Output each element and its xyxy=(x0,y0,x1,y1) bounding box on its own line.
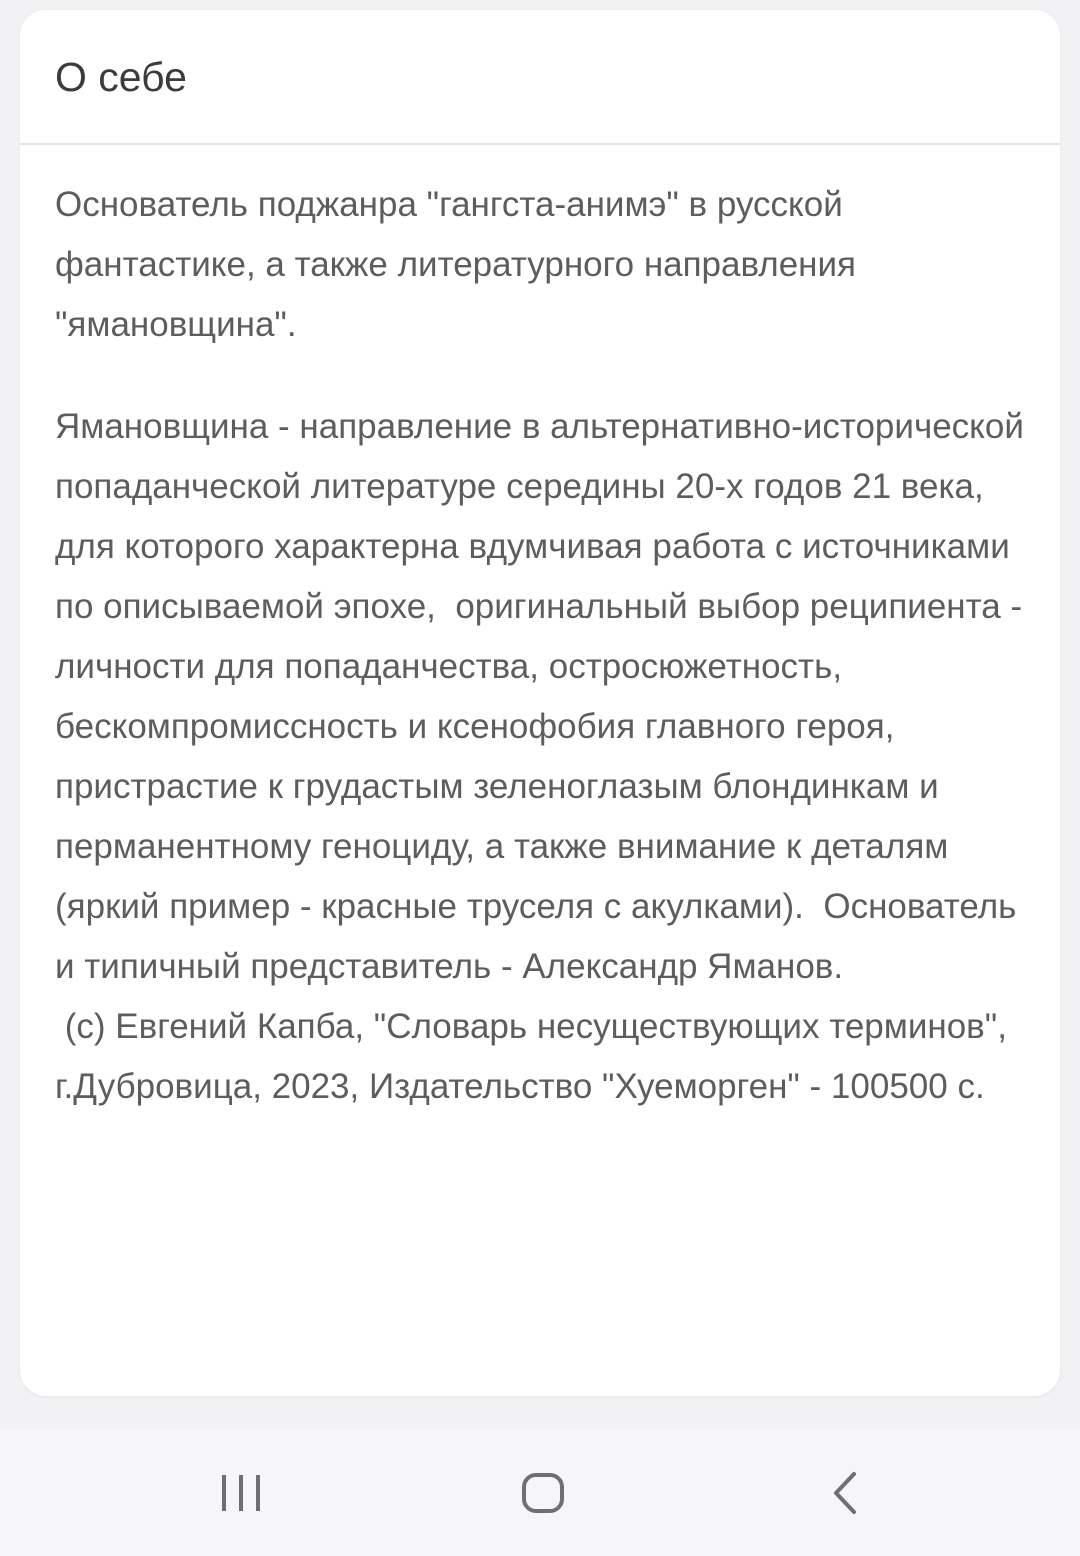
back-button[interactable] xyxy=(800,1460,890,1526)
about-paragraph-2: Ямановщина - направление в альтернативно-исторической попаданческой литературе середины 20-х годов 21 века, для которого характерна вдумчивая работа с источниками по описываемой эпохе, оригинальный выбор реципиента - личности для попаданчества, остросюжетность, бескомпромиссность и ксенофобия главного героя, пристрастие к грудастым зеленоглазым блондинкам и перманентному геноциду, а также внимание к деталям (яркий пример - красные труселя с акулками). Основатель и типичный представитель - Александр Яманов. (с) Евгений Капба, "Словарь несуществующих терминов", г.Дубровица, 2023, Издательство "Хуеморген" - 100500 с. xyxy=(55,407,1024,1106)
recents-button[interactable] xyxy=(196,1460,286,1526)
about-paragraph-1: Основатель поджанра "гангста-анимэ" в русской фантастике, а также литературного направления "ямановщина". xyxy=(55,185,866,344)
about-card xyxy=(20,10,1060,1396)
home-icon xyxy=(520,1471,566,1515)
home-button[interactable] xyxy=(498,1460,588,1526)
card-header xyxy=(20,10,1060,145)
back-icon xyxy=(830,1471,860,1515)
card-title: О себе xyxy=(55,54,187,100)
card-body xyxy=(20,145,1060,1117)
navigation-bar xyxy=(0,1430,1080,1556)
recents-icon xyxy=(219,1472,263,1514)
